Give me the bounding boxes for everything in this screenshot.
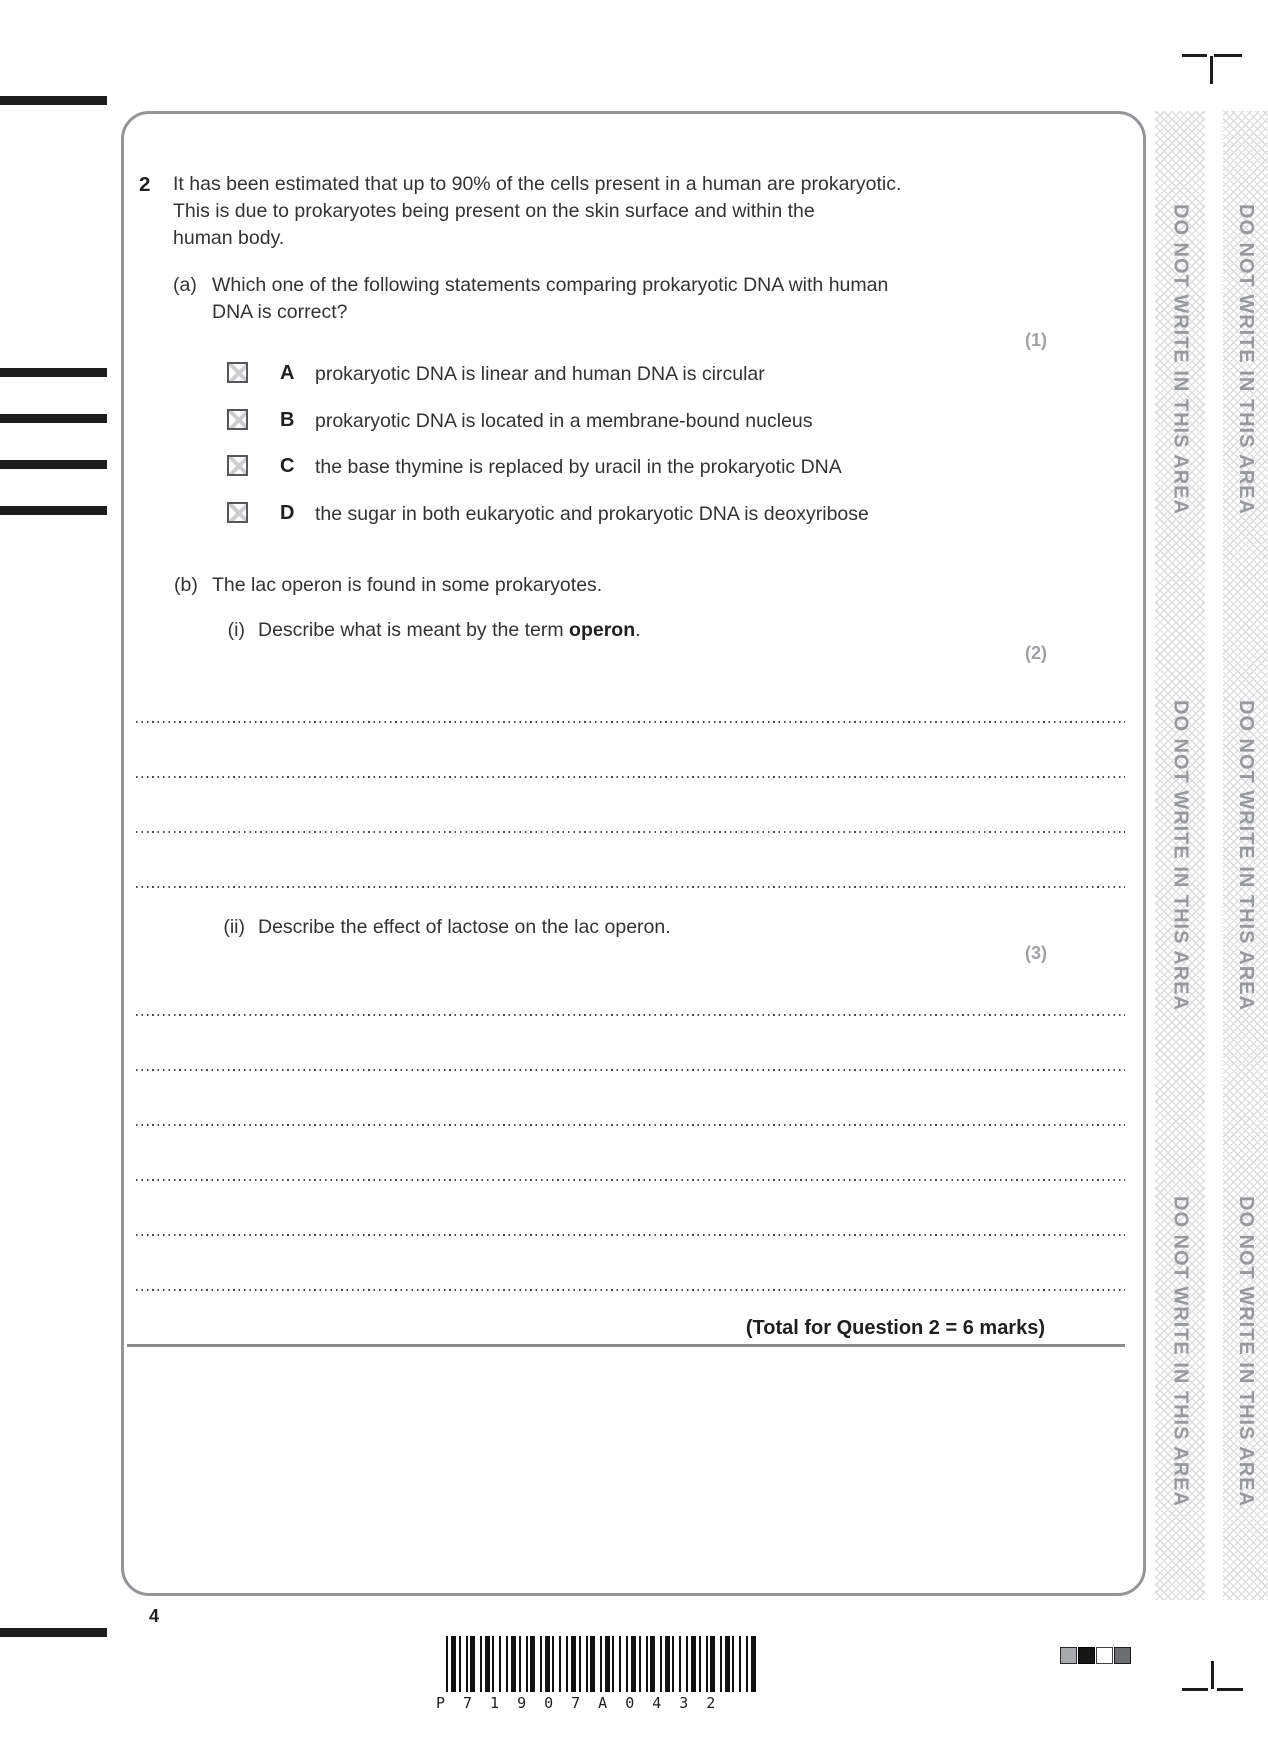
part-b-label: (b)	[174, 574, 198, 596]
crop-mark-top-right	[1214, 54, 1242, 57]
question-number: 2	[139, 173, 151, 196]
answer-line	[136, 721, 1125, 723]
crop-mark-bottom-right	[1217, 1688, 1243, 1691]
do-not-write-label: DO NOT WRITE IN THIS AREA	[1169, 700, 1192, 1011]
option-text: prokaryotic DNA is located in a membrane-bound nucleus	[315, 410, 813, 432]
question-intro-line: This is due to prokaryotes being present on the skin surface and within the	[173, 200, 815, 222]
answer-line	[136, 886, 1125, 888]
answer-line	[136, 1289, 1125, 1291]
marks-sub-i: (2)	[1025, 643, 1047, 663]
sub-question-i-text	[258, 617, 641, 644]
answer-line	[136, 1234, 1125, 1236]
option-text: prokaryotic DNA is linear and human DNA is circular	[315, 363, 765, 385]
option-text: the sugar in both eukaryotic and prokaryotic DNA is deoxyribose	[315, 503, 869, 525]
part-a-text-line: DNA is correct?	[212, 301, 348, 323]
option-text: the base thymine is replaced by uracil in the prokaryotic DNA	[315, 456, 842, 478]
part-a-text-line: Which one of the following statements comparing prokaryotic DNA with human	[212, 274, 889, 296]
do-not-write-label: DO NOT WRITE IN THIS AREA	[1169, 203, 1192, 515]
question-intro-line: human body.	[173, 227, 285, 249]
crop-mark-bottom-right	[1182, 1688, 1208, 1691]
question-total: (Total for Question 2 = 6 marks)	[745, 1317, 1045, 1339]
option-row-b	[0, 407, 1268, 433]
option-d-checkbox[interactable]	[227, 502, 248, 523]
print-color-chip	[1060, 1647, 1077, 1664]
option-letter: A	[280, 362, 295, 384]
do-not-write-strip-outer	[1223, 111, 1268, 1600]
sub-i-text-plain: Describe what is meant by the term	[258, 619, 570, 641]
answer-line	[136, 1179, 1125, 1181]
sub-question-ii-text: Describe the effect of lactose on the lac operon.	[258, 916, 671, 938]
crop-mark-top-right	[1210, 56, 1213, 84]
sub-i-text-plain: .	[635, 619, 641, 641]
part-b-text: The lac operon is found in some prokaryotes.	[212, 574, 603, 596]
total-rule	[127, 1344, 1125, 1347]
answer-line	[136, 1124, 1125, 1126]
answer-area-sub-ii[interactable]	[136, 1014, 1125, 1294]
part-a-label: (a)	[173, 274, 197, 296]
registration-bar	[0, 1628, 107, 1637]
do-not-write-label: DO NOT WRITE IN THIS AREA	[1235, 1196, 1257, 1508]
print-color-chip	[1096, 1647, 1113, 1664]
do-not-write-label: DO NOT WRITE IN THIS AREA	[1235, 700, 1257, 1011]
answer-line	[136, 776, 1125, 778]
registration-bar	[0, 96, 107, 105]
do-not-write-strip-inner	[1155, 111, 1205, 1600]
part-a-text	[212, 272, 888, 326]
print-color-chip	[1114, 1647, 1131, 1664]
barcode-digits: P71907A0432	[436, 1694, 734, 1712]
option-b-checkbox[interactable]	[227, 409, 248, 430]
barcode	[446, 1636, 757, 1692]
question-intro	[173, 171, 901, 252]
option-letter: B	[280, 409, 295, 431]
do-not-write-label: DO NOT WRITE IN THIS AREA	[1235, 203, 1257, 515]
answer-area-sub-i[interactable]	[136, 721, 1125, 891]
sub-i-bold-term: operon	[569, 619, 636, 641]
crop-mark-bottom-right	[1211, 1661, 1214, 1689]
option-a-checkbox[interactable]	[227, 362, 248, 383]
option-letter: C	[280, 455, 295, 477]
page-number: 4	[149, 1606, 160, 1626]
answer-line	[136, 1014, 1125, 1016]
option-row-c	[0, 453, 1268, 479]
answer-line	[136, 1069, 1125, 1071]
sub-question-ii-label: (ii)	[223, 916, 245, 938]
option-row-a	[0, 360, 1268, 386]
do-not-write-label: DO NOT WRITE IN THIS AREA	[1169, 1196, 1192, 1508]
print-color-chip	[1078, 1647, 1095, 1664]
option-letter: D	[280, 502, 295, 524]
marks-sub-ii: (3)	[1025, 943, 1047, 963]
question-intro-line: It has been estimated that up to 90% of the cells present in a human are prokaryotic.	[173, 173, 902, 195]
crop-mark-top-right	[1182, 54, 1207, 57]
sub-question-i-label: (i)	[227, 619, 245, 641]
option-row-d	[0, 500, 1268, 526]
option-c-checkbox[interactable]	[227, 455, 248, 476]
answer-line	[136, 831, 1125, 833]
marks-part-a: (1)	[1025, 330, 1047, 350]
